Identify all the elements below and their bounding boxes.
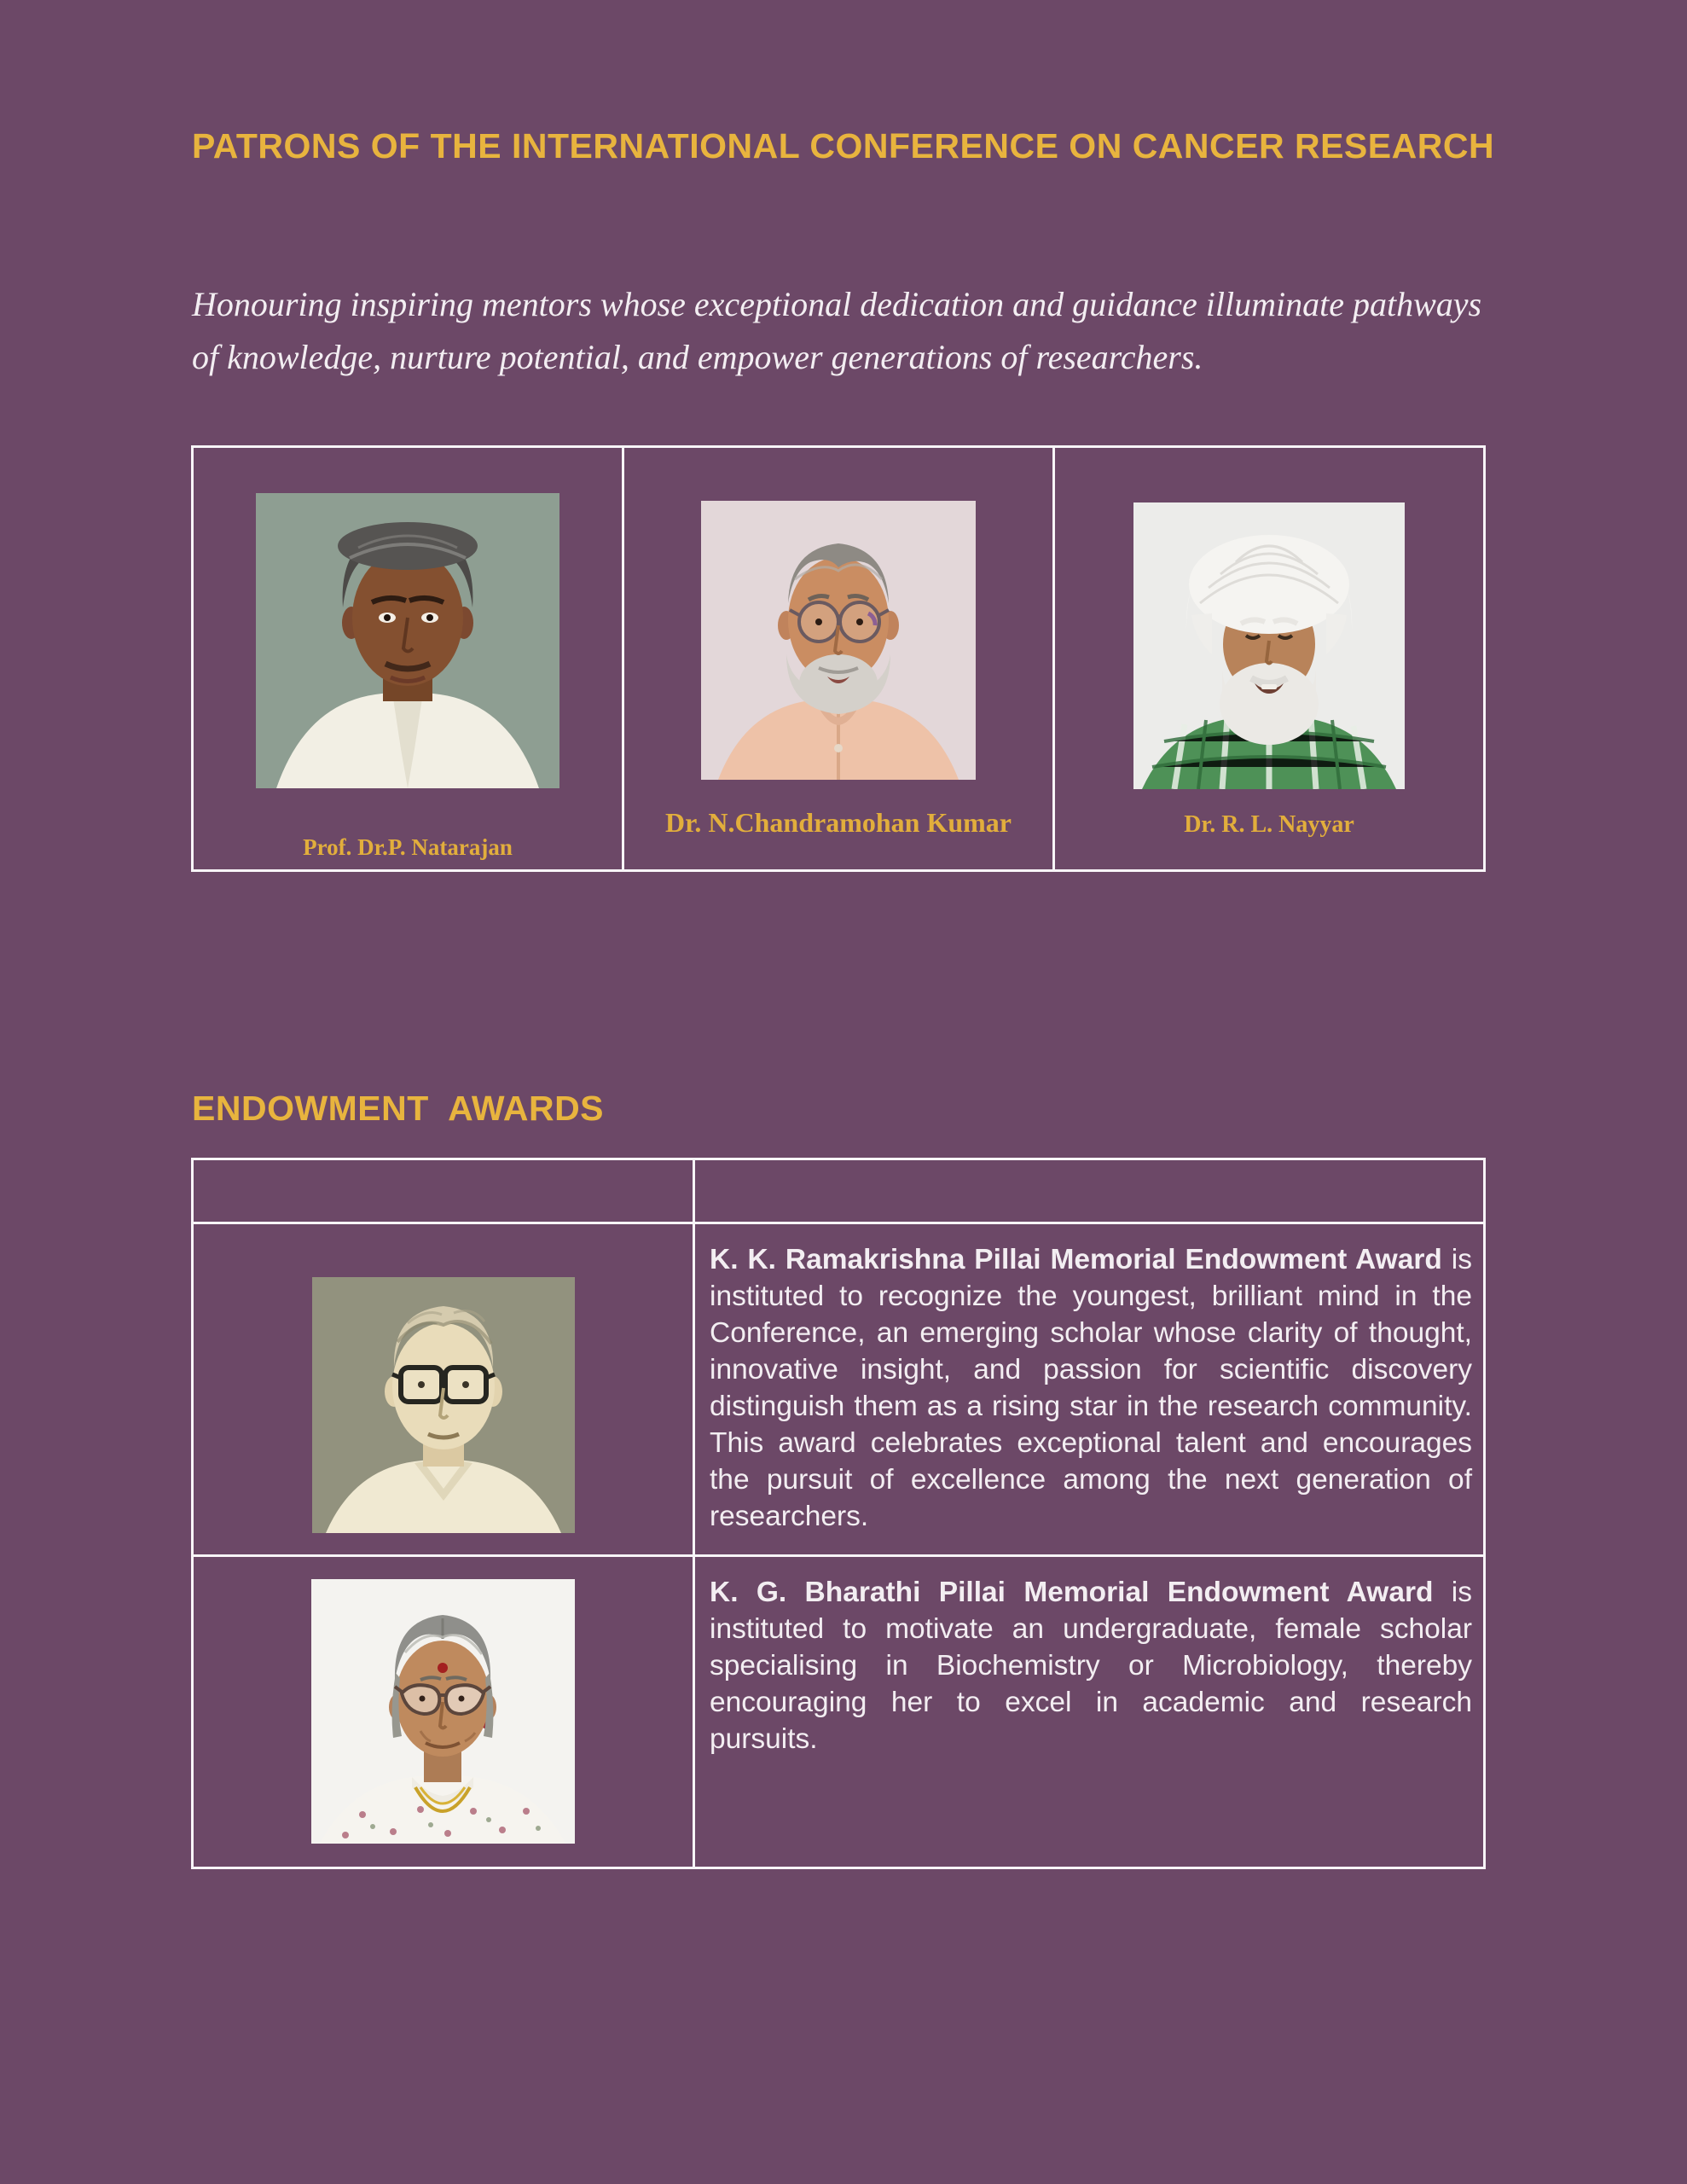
endowment-awards-table [191,1158,1486,1869]
award-body-bharathi: is instituted to motivate an undergraduate, female scholar specialising in Biochemistry or Microbiology, thereby encouraging her to excel in academic and research pursuits. [710,1577,1472,1755]
kg-bharathi-pillai-portrait [311,1579,575,1844]
intro-line-2: of knowledge, nurture potential, and empower generations of researchers. [192,338,1203,376]
kk-ramakrishna-pillai-portrait [312,1277,575,1533]
nayyar-portrait [1133,502,1405,789]
natarajan-portrait [256,493,559,788]
award-text-cell-ramakrishna [694,1223,1485,1556]
award-title-ramakrishna: K. K. Ramakrishna Pillai Memorial Endowment Award [710,1244,1442,1275]
award-photo-cell-bharathi [193,1556,694,1868]
award-description-bharathi [695,1557,1483,1773]
award-title-bharathi: K. G. Bharathi Pillai Memorial Endowment Award [710,1577,1434,1608]
patron-name-natarajan: Prof. Dr.P. Natarajan [303,834,513,860]
patrons-table [191,445,1486,872]
patron-name-chandramohan: Dr. N.Chandramohan Kumar [665,807,1012,838]
awards-header-cell-left [193,1159,694,1223]
page-title: PATRONS OF THE INTERNATIONAL CONFERENCE ON CANCER RESEARCH [192,126,1495,166]
awards-header-cell-right [694,1159,1485,1223]
awards-header-row [193,1159,1485,1223]
award-body-ramakrishna: is instituted to recognize the youngest, brilliant mind in the Conference, an emerging scholar whose clarity of thought, innovative insight, and passion for scientific discovery distinguish them as a rising star in the research community. This award celebrates exceptional talent and encourages the pursuit of excellence among the next generation of researchers. [710,1244,1473,1532]
patron-cell-chandramohan [622,448,1052,869]
award-photo-cell-ramakrishna [193,1223,694,1556]
award-row-ramakrishna [193,1223,1485,1556]
patron-cell-nayyar [1052,448,1483,869]
chandramohan-portrait [701,501,976,780]
patron-name-nayyar: Dr. R. L. Nayyar [1184,811,1354,838]
intro-paragraph [192,278,1497,384]
award-description-ramakrishna [695,1224,1483,1550]
intro-line-1: Honouring inspiring mentors whose exceptional dedication and guidance illuminate pathways [192,285,1482,323]
endowment-awards-title: ENDOWMENT AWARDS [192,1089,605,1128]
award-row-bharathi [193,1556,1485,1868]
patron-cell-natarajan [194,448,622,869]
award-text-cell-bharathi [694,1556,1485,1868]
